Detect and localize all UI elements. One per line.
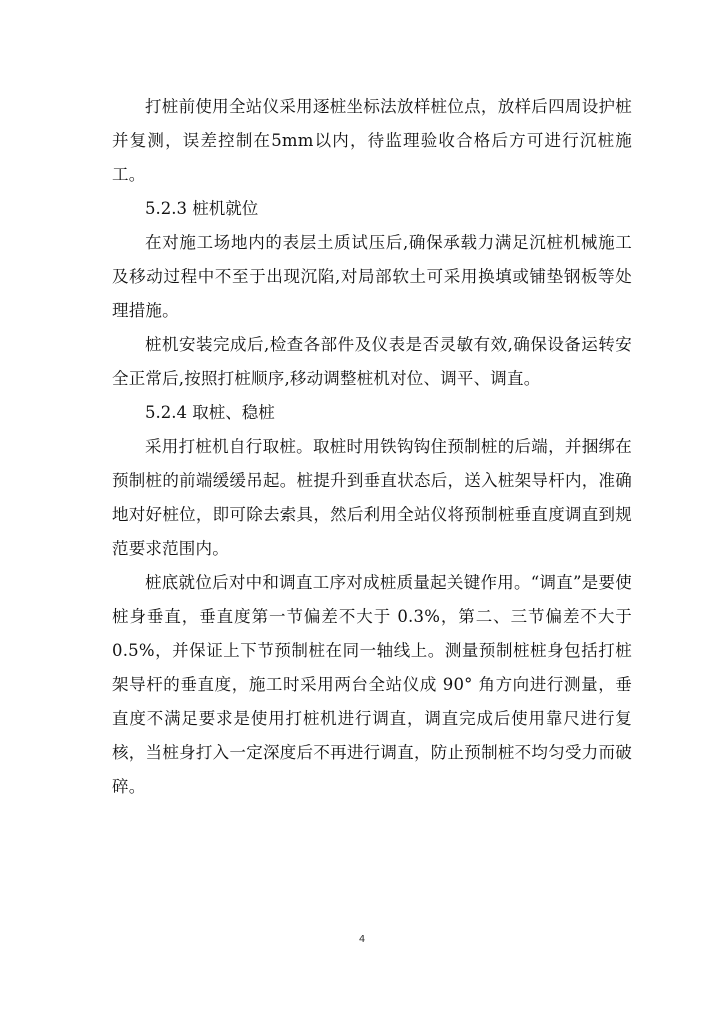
paragraph-machine-check: 桩机安装完成后,检查各部件及仪表是否灵敏有效,确保设备运转安全正常后,按照打桩顺序,移动调整桩机对位、调平、调直。 (112, 335, 632, 388)
document-body (112, 90, 632, 804)
paragraph-pile-lifting: 采用打桩机自行取桩。取桩时用铁钩钩住预制桩的后端，并捆绑在预制桩的前端缓缓吊起。桩提升到垂直状态后，送入桩架导杆内，准确地对好桩位，即可除去索具，然后利用全站仪将预制桩垂直度调直到规范要求范围内。 (112, 437, 632, 558)
section-heading-5-2-4: 5.2.4 取桩、稳桩 (145, 403, 275, 422)
paragraph-verticality: 桩底就位后对中和调直工序对成桩质量起关键作用。“调直”是要使桩身垂直，垂直度第一节偏差不大于 0.3%，第二、三节偏差不大于 0.5%，并保证上下节预制桩在同一轴线上。测量预制桩桩身包括打桩架导杆的垂直度，施工时采用两台全站仪成 90° 角方向进行测量，垂直度不满足要求是使用打桩机进行调直，调直完成后使用靠尺进行复核，当桩身打入一定深度后不再进行调直，防止预制桩不均匀受力而破碎。 (112, 573, 632, 796)
paragraph-pile-layout: 打桩前使用全站仪采用逐桩坐标法放样桩位点，放样后四周设护桩并复测，误差控制在5mm以内，待监理验收合格后方可进行沉桩施工。 (112, 97, 632, 184)
paragraph-site-bearing: 在对施工场地内的表层土质试压后,确保承载力满足沉桩机械施工及移动过程中不至于出现沉陷,对局部软土可采用换填或铺垫钢板等处理措施。 (112, 233, 632, 320)
page-number: 4 (358, 934, 366, 945)
section-heading-5-2-3: 5.2.3 桩机就位 (145, 199, 259, 218)
